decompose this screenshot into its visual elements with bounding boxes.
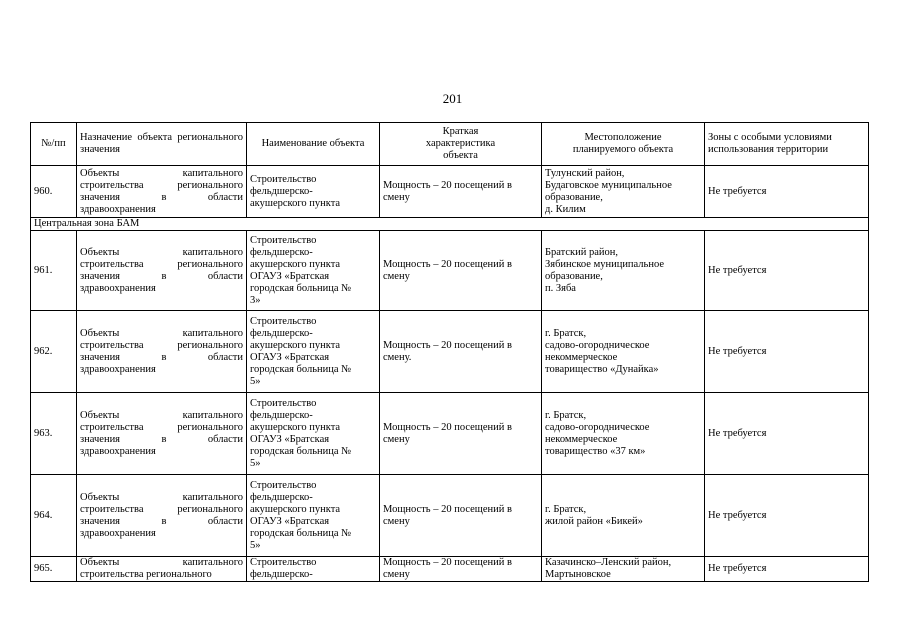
cell-line: ОГАУЗ «Братская bbox=[250, 433, 330, 445]
cell-line: строительства регионального bbox=[80, 339, 243, 351]
cell-line: Строительство bbox=[250, 315, 317, 327]
object-purpose bbox=[77, 557, 247, 582]
cell-line: акушерского пункта bbox=[250, 197, 341, 209]
cell-line: акушерского пункта bbox=[250, 339, 341, 351]
cell-line: Мощность – 20 посещений в bbox=[383, 339, 512, 351]
cell-line: жилой район «Бикей» bbox=[545, 515, 643, 527]
cell-line: акушерского пункта bbox=[250, 258, 341, 270]
cell-line: д. Килим bbox=[545, 203, 586, 215]
cell-line: здравоохранения bbox=[80, 445, 156, 457]
cell-line: Объекты капитального bbox=[80, 491, 243, 503]
cell-line: значения в области bbox=[80, 515, 243, 527]
cell-line: смену bbox=[383, 433, 410, 445]
cell-line: смену. bbox=[383, 351, 412, 363]
table-row bbox=[31, 231, 869, 311]
cell-line: 5» bbox=[250, 539, 261, 551]
cell-line: фельдшерско- bbox=[250, 491, 313, 503]
cell-line: Мощность – 20 посещений в bbox=[383, 179, 512, 191]
cell-line: акушерского пункта bbox=[250, 421, 341, 433]
object-location bbox=[542, 475, 705, 557]
cell-line: строительства регионального bbox=[80, 179, 243, 191]
cell-line: фельдшерско- bbox=[250, 327, 313, 339]
cell-line: образование, bbox=[545, 270, 603, 282]
cell-line: Мощность – 20 посещений в bbox=[383, 421, 512, 433]
table-row bbox=[31, 166, 869, 218]
cell-line: фельдшерско- bbox=[250, 246, 313, 258]
cell-line: Строительство bbox=[250, 173, 317, 185]
row-number: 962. bbox=[31, 311, 77, 393]
cell-line: Мощность – 20 посещений в bbox=[383, 503, 512, 515]
cell-line: Объекты капитального bbox=[80, 167, 243, 179]
cell-line: Мощность – 20 посещений в bbox=[383, 258, 512, 270]
cell-line: городская больница № bbox=[250, 527, 352, 539]
cell-line: г. Братск, bbox=[545, 503, 587, 515]
cell-line: Казачинско–Ленский район, bbox=[545, 557, 672, 568]
header-num: №/пп bbox=[31, 123, 77, 166]
header-zones: Зоны с особыми условиями использования территории bbox=[705, 123, 869, 166]
header-name: Наименование объекта bbox=[247, 123, 380, 166]
regional-objects-table bbox=[30, 122, 869, 582]
table-row bbox=[31, 393, 869, 475]
table-row bbox=[31, 311, 869, 393]
object-location bbox=[542, 231, 705, 311]
cell-line: 3» bbox=[250, 294, 261, 306]
cell-line: смену bbox=[383, 569, 410, 580]
cell-line: п. Зяба bbox=[545, 282, 576, 294]
cell-line: смену bbox=[383, 515, 410, 527]
cell-line: смену bbox=[383, 270, 410, 282]
object-name bbox=[247, 231, 380, 311]
special-zones: Не требуется bbox=[705, 231, 869, 311]
row-number: 964. bbox=[31, 475, 77, 557]
cell-line: Братский район, bbox=[545, 246, 619, 258]
table-row bbox=[31, 557, 869, 582]
cell-line: фельдшерско- bbox=[250, 409, 313, 421]
cell-line: Зябинское муниципальное bbox=[545, 258, 664, 270]
cell-line: строительства регионального bbox=[80, 258, 243, 270]
header-purpose bbox=[77, 123, 247, 166]
cell-line: фельдшерско- bbox=[250, 185, 313, 197]
object-location bbox=[542, 557, 705, 582]
cell-line: 5» bbox=[250, 457, 261, 469]
object-name bbox=[247, 311, 380, 393]
cell-line: Объекты капитального bbox=[80, 246, 243, 258]
cell-line: Объекты капитального bbox=[80, 327, 243, 339]
cell-line: здравоохранения bbox=[80, 282, 156, 294]
header-purpose-text: Назначение объекта регионального значения bbox=[80, 132, 243, 155]
object-location bbox=[542, 311, 705, 393]
object-location bbox=[542, 166, 705, 218]
row-number: 965. bbox=[31, 557, 77, 582]
cell-line: ОГАУЗ «Братская bbox=[250, 351, 330, 363]
special-zones: Не требуется bbox=[705, 393, 869, 475]
object-location bbox=[542, 393, 705, 475]
object-purpose bbox=[77, 475, 247, 557]
cell-line: акушерского пункта bbox=[250, 503, 341, 515]
cell-line: Тулунский район, bbox=[545, 167, 625, 179]
cell-line: образование, bbox=[545, 191, 603, 203]
object-characteristics bbox=[380, 393, 542, 475]
cell-line: городская больница № bbox=[250, 363, 352, 375]
object-purpose bbox=[77, 311, 247, 393]
cell-line: Мощность – 20 посещений в bbox=[383, 557, 512, 568]
special-zones: Не требуется bbox=[705, 475, 869, 557]
cell-line: садово-огородническое bbox=[545, 421, 650, 433]
section-row bbox=[31, 218, 869, 231]
cell-line: Объекты капитального bbox=[80, 557, 243, 568]
object-purpose bbox=[77, 166, 247, 218]
cell-line: значения в области bbox=[80, 433, 243, 445]
object-name bbox=[247, 393, 380, 475]
cell-line: 5» bbox=[250, 375, 261, 387]
cell-line: Объекты капитального bbox=[80, 409, 243, 421]
special-zones: Не требуется bbox=[705, 557, 869, 582]
special-zones: Не требуется bbox=[705, 311, 869, 393]
row-number: 961. bbox=[31, 231, 77, 311]
object-characteristics bbox=[380, 231, 542, 311]
cell-line: строительства регионального bbox=[80, 503, 243, 515]
header-location: Местоположение планируемого объекта bbox=[542, 123, 705, 166]
object-name bbox=[247, 475, 380, 557]
cell-line: строительства регионального bbox=[80, 421, 243, 433]
cell-line: садово-огородническое bbox=[545, 339, 650, 351]
header-characteristics: Краткая характеристика объекта bbox=[380, 123, 542, 166]
cell-line: ОГАУЗ «Братская bbox=[250, 270, 330, 282]
cell-line: здравоохранения bbox=[80, 203, 156, 215]
object-characteristics bbox=[380, 166, 542, 218]
cell-line: ОГАУЗ «Братская bbox=[250, 515, 330, 527]
cell-line: некоммерческое bbox=[545, 351, 618, 363]
cell-line: Строительство bbox=[250, 234, 317, 246]
cell-line: значения в области bbox=[80, 191, 243, 203]
object-name bbox=[247, 166, 380, 218]
cell-line: значения в области bbox=[80, 351, 243, 363]
cell-line: Мартыновское bbox=[545, 569, 611, 580]
table-row bbox=[31, 475, 869, 557]
cell-line: Строительство bbox=[250, 557, 317, 568]
row-number: 963. bbox=[31, 393, 77, 475]
cell-line: г. Братск, bbox=[545, 327, 587, 339]
object-purpose bbox=[77, 231, 247, 311]
row-number: 960. bbox=[31, 166, 77, 218]
cell-line: строительства регионального bbox=[80, 569, 212, 580]
cell-line: здравоохранения bbox=[80, 527, 156, 539]
table-header-row bbox=[31, 123, 869, 166]
object-characteristics bbox=[380, 311, 542, 393]
object-name bbox=[247, 557, 380, 582]
object-purpose bbox=[77, 393, 247, 475]
special-zones: Не требуется bbox=[705, 166, 869, 218]
cell-line: значения в области bbox=[80, 270, 243, 282]
cell-line: некоммерческое bbox=[545, 433, 618, 445]
cell-line: Строительство bbox=[250, 479, 317, 491]
cell-line: товарищество «37 км» bbox=[545, 445, 646, 457]
cell-line: здравоохранения bbox=[80, 363, 156, 375]
cell-line: городская больница № bbox=[250, 445, 352, 457]
cell-line: Будаговское муниципальное bbox=[545, 179, 672, 191]
object-characteristics bbox=[380, 557, 542, 582]
object-characteristics bbox=[380, 475, 542, 557]
cell-line: товарищество «Дунайка» bbox=[545, 363, 659, 375]
cell-line: Строительство bbox=[250, 397, 317, 409]
cell-line: г. Братск, bbox=[545, 409, 587, 421]
cell-line: фельдшерско- bbox=[250, 569, 313, 580]
cell-line: городская больница № bbox=[250, 282, 352, 294]
section-label: Центральная зона БАМ bbox=[31, 218, 869, 231]
page-number: 201 bbox=[442, 91, 463, 106]
cell-line: смену bbox=[383, 191, 410, 203]
